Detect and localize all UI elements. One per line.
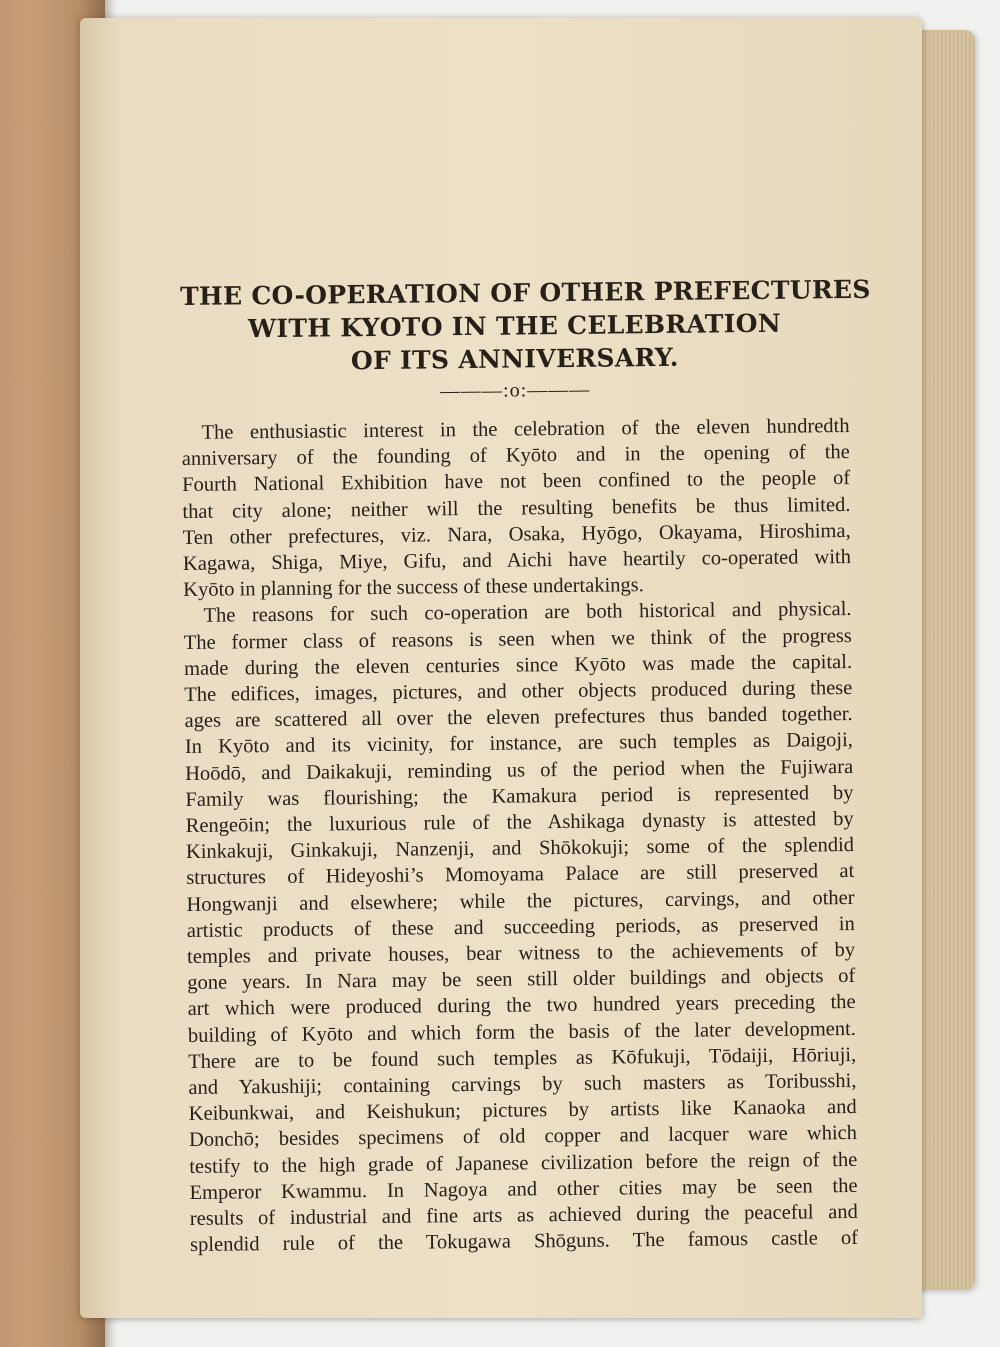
text-line: Kinkakuji, Ginkakuji, Nanzenji, and Shōkokuji; some of the splendid <box>185 834 855 864</box>
book-page <box>80 18 922 1318</box>
text-line: Donchō; besides specimens of old copper and lacquer ware which <box>188 1122 858 1152</box>
paragraph-2 <box>183 596 858 1258</box>
chapter-title <box>180 273 871 379</box>
text-line: The former class of reasons is seen when we think of the progress <box>183 624 852 654</box>
text-line: artistic products of these and succeeding periods, as preserved in <box>186 912 855 942</box>
text-line: building of Kyōto and which form the basis of the later development. <box>187 1017 856 1047</box>
text-line: art which were produced during the two hundred years preceding the <box>187 991 856 1021</box>
text-line: The reasons for such co-operation are both historical and physical. <box>203 598 852 628</box>
text-line: Rengeōin; the luxurious rule of the Ashikaga dynasty is attested by <box>185 808 854 838</box>
text-line: Kyōto in planning for the success of these undertakings. <box>183 574 644 602</box>
text-line: Hongwanji and elsewhere; while the pictures, carvings, and other <box>186 886 855 916</box>
text-line: Kagawa, Shiga, Miye, Gifu, and Aichi have heartily co-operated with <box>182 546 852 575</box>
paragraph-1 <box>181 413 851 603</box>
title-line: OF ITS ANNIVERSARY. <box>350 342 679 376</box>
text-line: anniversary of the founding of Kyōto and in the opening of the <box>181 441 850 471</box>
text-line: Fourth National Exhibition have not been confined to the people of <box>182 467 851 497</box>
text-line: Keibunkwai, and Keishukun; pictures by artists like Kanaoka and <box>188 1096 857 1126</box>
text-line: The edifices, images, pictures, and other objects produced during these <box>184 677 853 707</box>
title-line: WITH KYOTO IN THE CELEBRATION <box>247 308 782 344</box>
text-line: structures of Hideyoshi’s Momoyama Palace are still preserved at <box>186 860 855 890</box>
text-line: Hoōdō, and Daikakuji, reminding us of the period when the Fujiwara <box>185 755 854 785</box>
text-line: gone years. In Nara may be seen still older buildings and objects of <box>187 965 856 995</box>
text-line: Emperor Kwammu. In Nagoya and other cities may be seen the <box>189 1174 858 1204</box>
text-line: Ten other prefectures, viz. Nara, Osaka, Hyōgo, Okayama, Hiroshima, <box>182 519 851 549</box>
text-line: that city alone; neither will the resulting benefits be thus limited. <box>182 493 851 523</box>
text-line: testify to the high grade of Japanese civilization before the reign of the <box>189 1148 858 1178</box>
text-line: results of industrial and fine arts as achieved during the peaceful and <box>189 1201 858 1231</box>
text-line: The enthusiastic interest in the celebration of the eleven hundredth <box>201 414 850 444</box>
text-line: ages are scattered all over the eleven prefectures thus banded together. <box>184 703 853 733</box>
text-line: and Yakushiji; containing carvings by such masters as Toribusshi, <box>188 1070 857 1100</box>
text-line: Family was flourishing; the Kamakura period is represented by <box>185 781 854 811</box>
text-line: made during the eleven centuries since Kyōto was made the capital. <box>183 650 853 680</box>
title-line: THE CO-OPERATION OF OTHER PREFECTURES <box>180 274 871 311</box>
text-line: splendid rule of the Tokugawa Shōguns. The famous castle of <box>189 1227 859 1257</box>
text-line: There are to be found such temples as Kōfukuji, Tōdaiji, Hōriuji, <box>188 1043 857 1073</box>
text-line: In Kyōto and its vicinity, for instance, are such temples as Daigoji, <box>184 729 853 759</box>
ornamental-divider: ———:o:——— <box>440 378 591 403</box>
text-line: temples and private houses, bear witness to the achievements of by <box>186 939 856 969</box>
page-content <box>180 273 871 1258</box>
